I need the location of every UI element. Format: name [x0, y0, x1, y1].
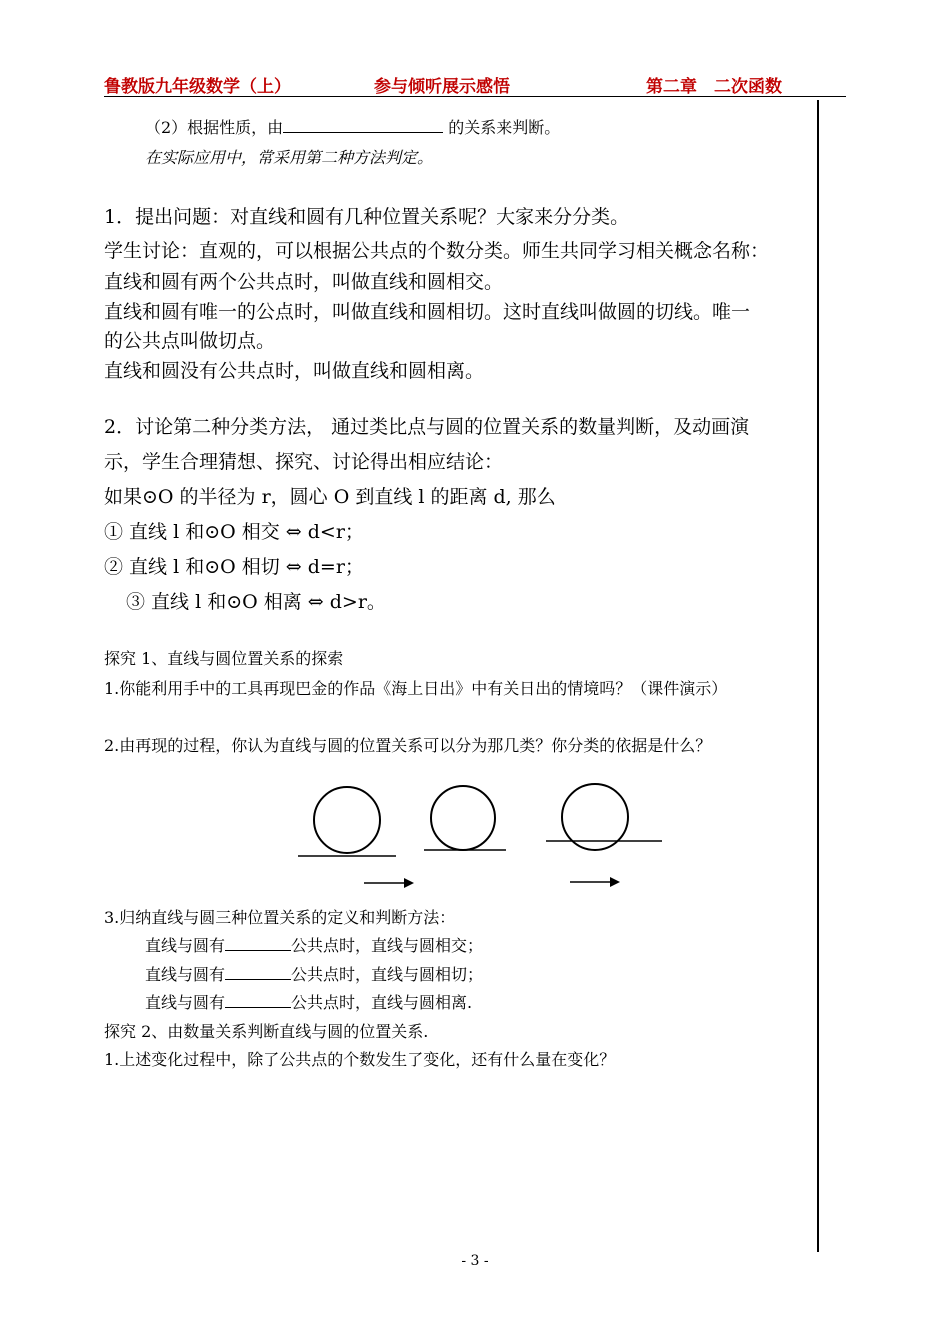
intro-line-2: 在实际应用中，常采用第二种方法判定。	[145, 148, 434, 167]
line-circle-diagram	[290, 770, 670, 900]
fill-blank	[225, 979, 291, 980]
fill-1-post: 公共点时，直线与圆相交；	[291, 936, 484, 955]
intro-line-1	[145, 115, 560, 138]
explore1-question-3: 3.归纳直线与圆三种位置关系的定义和判断方法：	[104, 908, 456, 927]
page-header	[104, 72, 846, 97]
intro-line-1-pre: （2）根据性质，由	[145, 118, 284, 137]
section2-condition: 如果⊙O 的半径为 r，圆心 O 到直线 l 的距离 d, 那么	[104, 486, 556, 508]
header-motto: 参与倾听展示感悟	[374, 77, 510, 97]
section1-para-3a: 直线和圆有唯一的公点时，叫做直线和圆相切。这时直线叫做圆的切线。唯一	[104, 301, 751, 323]
arrow-right-icon	[364, 878, 414, 888]
separate-figure	[298, 787, 396, 856]
section2-title-b: 示，学生合理猜想、探究、讨论得出相应结论：	[104, 451, 504, 473]
fill-blank	[225, 950, 291, 951]
explore1-question-2: 2.由再现的过程，你认为直线与圆的位置关系可以分为那几类？你分类的依据是什么？	[104, 736, 712, 755]
margin-rule	[817, 100, 819, 1252]
section1-para-3b: 的公共点叫做切点。	[104, 330, 276, 352]
relation-separate: ③ 直线 l 和⊙O 相离 ⇔ d>r。	[126, 591, 386, 613]
fill-line-tangent	[145, 962, 483, 985]
fill-2-post: 公共点时，直线与圆相切；	[291, 965, 484, 984]
explore1-question-1: 1.你能利用手中的工具再现巴金的作品《海上日出》中有关日出的情境吗？（课件演示）	[104, 679, 728, 698]
fill-2-pre: 直线与圆有	[145, 965, 226, 984]
fill-3-pre: 直线与圆有	[145, 993, 226, 1012]
relation-tangent: ② 直线 l 和⊙O 相切 ⇔ d=r；	[104, 556, 364, 578]
section1-para-1: 学生讨论：直观的，可以根据公共点的个数分类。师生共同学习相关概念名称：	[104, 240, 770, 262]
section1-para-2: 直线和圆有两个公共点时，叫做直线和圆相交。	[104, 271, 504, 293]
section2-title-a: 2．讨论第二种分类方法， 通过类比点与圆的位置关系的数量判断，及动画演	[104, 416, 750, 438]
fill-line-separate	[145, 990, 472, 1013]
fill-blank	[283, 132, 443, 133]
explore2-title: 探究 2、由数量关系判断直线与圆的位置关系.	[104, 1022, 429, 1041]
tangent-figure	[424, 786, 506, 850]
circle-separate	[314, 787, 380, 853]
fill-1-pre: 直线与圆有	[145, 936, 226, 955]
arrow-right-icon	[570, 877, 620, 887]
fill-line-intersect	[145, 933, 483, 956]
circle-intersect	[562, 784, 628, 850]
circle-tangent	[431, 786, 495, 850]
explore1-title: 探究 1、直线与圆位置关系的探索	[104, 649, 344, 668]
intro-line-1-post: 的关系来判断。	[448, 118, 561, 137]
intersect-figure	[546, 784, 662, 850]
section1-para-4: 直线和圆没有公共点时，叫做直线和圆相离。	[104, 360, 485, 382]
header-textbook: 鲁教版九年级数学（上）	[104, 77, 291, 97]
explore2-question-1: 1.上述变化过程中，除了公共点的个数发生了变化，还有什么量在变化？	[104, 1050, 616, 1069]
page-number: - 3 -	[461, 1253, 489, 1269]
section1-title: 1．提出问题：对直线和圆有几种位置关系呢？大家来分分类。	[104, 206, 630, 228]
header-chapter: 第二章 二次函数	[646, 77, 782, 97]
relation-intersect: ① 直线 l 和⊙O 相交 ⇔ d<r；	[104, 521, 364, 543]
fill-3-post: 公共点时，直线与圆相离.	[291, 993, 473, 1012]
fill-blank	[225, 1007, 291, 1008]
